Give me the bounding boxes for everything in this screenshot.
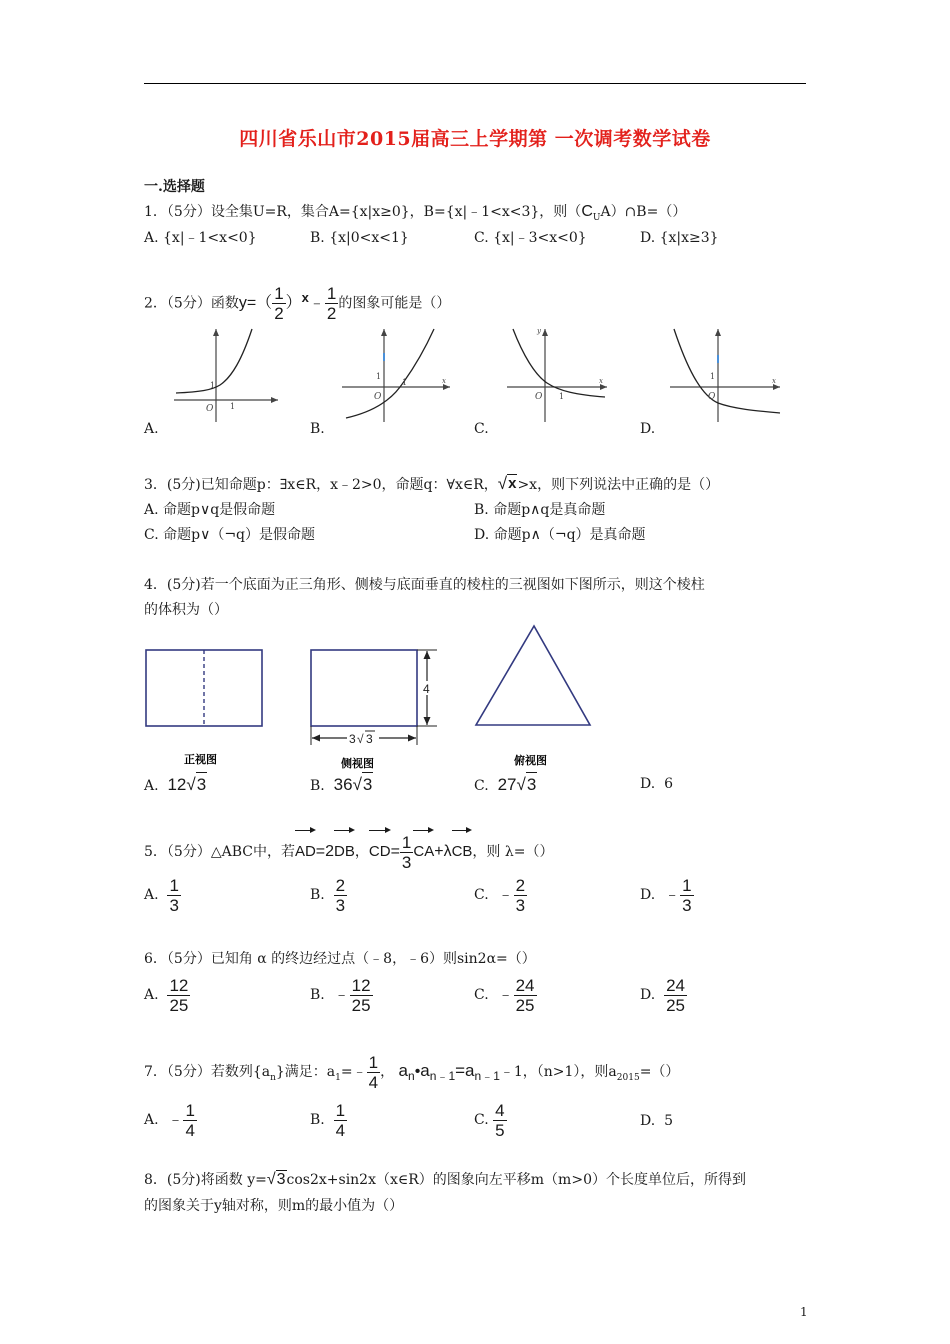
width-dimension: 3 — [366, 732, 373, 746]
q6-option-b: B. ﹣ $\frac{12}{25}$ — [310, 975, 371, 1015]
vector-ca: CA — [413, 828, 434, 872]
side-view-caption: 侧视图 — [341, 757, 374, 770]
q3-option-a: A. 命题p∨q是假命题 — [144, 502, 276, 518]
vector-db: DB — [334, 828, 355, 872]
page-title: 四川省乐山市2015届高三上学期第 一次调考数学试卷 — [239, 128, 711, 150]
page-number: 1 — [800, 1305, 808, 1319]
svg-text:O: O — [708, 392, 716, 402]
q6-option-c: C. ﹣ $\frac{24}{25}$ — [474, 975, 535, 1015]
svg-text:1: 1 — [710, 372, 716, 381]
question-6: 6．（5分）已知角 α 的终边经过点（﹣8，﹣6）则sin2α=（） — [144, 951, 536, 967]
q2-option-a: A. — [144, 421, 159, 437]
svg-text:O: O — [206, 404, 214, 414]
height-dimension: 4 — [423, 682, 430, 696]
question-8-line2: 的图象关于y轴对称，则m的最小值为（） — [144, 1198, 404, 1214]
q2-frac: $\frac{1}{2}$ — [274, 284, 284, 324]
q5-option-a: A. $\frac{1}{3}$ — [144, 875, 179, 915]
q5-option-b: B. $\frac{2}{3}$ — [310, 875, 346, 915]
q2-graph-c — [505, 325, 610, 425]
q3-option-d: D. 命题p∧（¬q）是真命题 — [474, 527, 646, 543]
q1-option-d: D. {x|x≥3} — [640, 230, 719, 246]
q4-option-c: C. 27 √ 3 — [474, 772, 537, 798]
svg-text:x: x — [442, 377, 446, 385]
q6-option-a: A. $\frac{12}{25}$ — [144, 975, 189, 1015]
vector-cd: CD — [369, 828, 391, 872]
q1-option-c: C. {x|﹣3<x<0} — [474, 230, 587, 246]
svg-text:x: x — [599, 377, 603, 385]
section-heading: 一.选择题 — [144, 179, 205, 195]
q4-option-b: B. 36 √ 3 — [310, 772, 373, 798]
svg-text:√: √ — [357, 732, 364, 746]
question-4-line1: 4．(5分)若一个底面为正三角形、侧棱与底面垂直的棱柱的三视图如下图所示，则这个棱柱 — [144, 577, 705, 593]
q4-option-d: D. 6 — [640, 776, 674, 792]
q7-option-d: D. 5 — [640, 1113, 674, 1129]
svg-text:1: 1 — [402, 378, 408, 387]
q5-option-c: C. ﹣ $\frac{2}{3}$ — [474, 875, 526, 915]
svg-text:1: 1 — [230, 402, 236, 411]
q5-option-d: D. ﹣ $\frac{1}{3}$ — [640, 875, 692, 915]
top-view-caption: 俯视图 — [514, 754, 547, 767]
svg-text:1: 1 — [559, 392, 565, 401]
q2-option-b: B. — [310, 421, 325, 437]
svg-text:O: O — [374, 392, 382, 402]
q6-option-d: D. $\frac{24}{25}$ — [640, 975, 686, 1015]
q2-graph-b — [338, 325, 453, 425]
question-4-line2: 的体积为（） — [144, 602, 228, 618]
top-view-figure — [472, 622, 597, 772]
vector-cb: CB — [452, 828, 473, 872]
svg-text:1: 1 — [210, 381, 216, 390]
q2-graph-d — [668, 325, 783, 425]
q7-option-a: A. ﹣ $\frac{1}{4}$ — [144, 1100, 195, 1140]
side-view-figure — [305, 645, 445, 770]
front-view-figure — [144, 645, 269, 770]
q3-option-c: C. 命题p∨（¬q）是假命题 — [144, 527, 316, 543]
q7-option-c: C. $\frac{4}{5}$ — [474, 1100, 505, 1140]
vector-ad: AD — [295, 828, 316, 872]
q2-option-d: D. — [640, 421, 656, 437]
q1-option-b: B. {x|0<x<1} — [310, 230, 409, 246]
q4-option-a: A. 12 √ 3 — [144, 772, 207, 798]
q7-option-b: B. $\frac{1}{4}$ — [310, 1100, 346, 1140]
svg-text:O: O — [535, 392, 543, 402]
svg-text:y: y — [537, 327, 541, 335]
question-5: 5．（5分）△ABC中，若AD=2DB，CD= $\frac{1}{3}$ CA+λCB，则 λ=（） — [144, 828, 553, 872]
q2-graph-a — [170, 325, 280, 425]
q3-option-b: B. 命题p∧q是真命题 — [474, 502, 606, 518]
svg-text:x: x — [772, 377, 776, 385]
front-view-caption: 正视图 — [184, 753, 217, 766]
q2-option-c: C. — [474, 421, 489, 437]
top-rule — [144, 83, 806, 84]
question-8-line1: 8．(5分)将函数 y= √ 3 cos2x+sin2x（x∈R）的图象向左平移m（m>0）个长度单位后，所得到 — [144, 1171, 746, 1188]
question-1: 1．（5分）设全集U=R，集合A={x|x≥0}，B={x|﹣1<x<3}，则$(C_UA)\cap B=()$ — [144, 203, 687, 223]
svg-text:3: 3 — [349, 732, 356, 746]
question-2: 2．（5分）函数y=（ $\frac{1}{2}$ ）$^x$﹣ $\frac{1}{2}$ 的图象可能是（） — [144, 284, 451, 324]
question-3: 3．(5分)已知命题p：∃x∈R，x﹣2>0，命题q：∀x∈R， √ x >x，则下列说法中正确的是（） — [144, 474, 720, 493]
q3-sqrt: √ x — [497, 474, 517, 493]
q1-option-a: A. {x|﹣1<x<0} — [144, 230, 257, 246]
complement-symbol: C — [581, 203, 593, 220]
question-7: 7．（5分）若数列$\{a_n\}$满足：$a_1=﹣$ $\frac{1}{4}$ ， $a_n•a_{n﹣1}=a_{n﹣1}﹣1$，（n>1），则$a_{2015}=()$ — [144, 1052, 680, 1092]
svg-text:1: 1 — [376, 372, 382, 381]
